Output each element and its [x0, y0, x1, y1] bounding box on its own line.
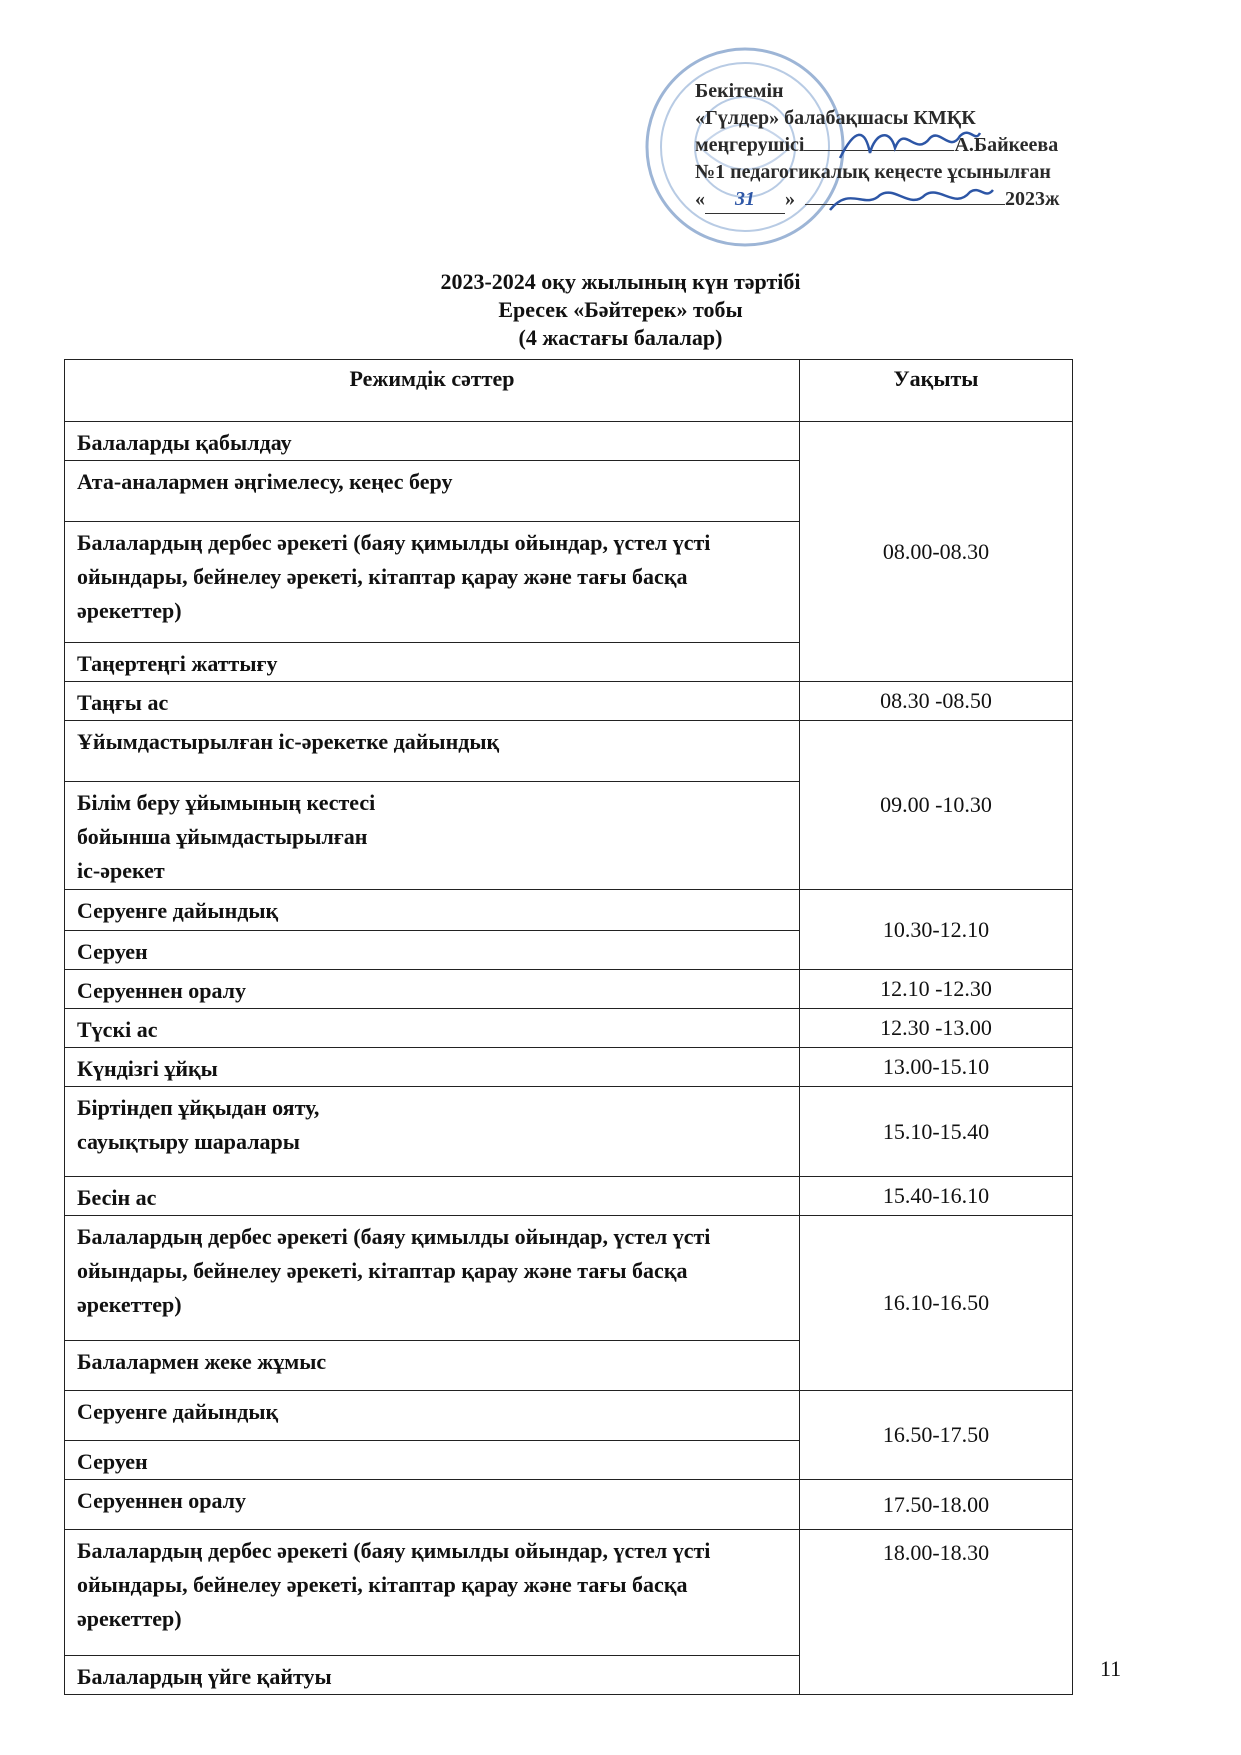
activity-cell: Балалардың дербес әрекеті (баяу қимылды ойындар, үстел үсті ойындары, бейнелеу әрекеті, кітаптар қарау және тағы басқа әрекеттер) [65, 1216, 800, 1341]
time-cell: 13.00-15.10 [800, 1048, 1073, 1087]
table-row [65, 422, 1073, 461]
activity-cell: Таңертеңгі жаттығу [65, 643, 800, 682]
time-cell: 17.50-18.00 [800, 1480, 1073, 1530]
title-line-3: (4 жастағы балалар) [518, 325, 723, 350]
time-cell: 12.10 -12.30 [800, 970, 1073, 1009]
time-cell: 15.10-15.40 [800, 1087, 1073, 1177]
approval-line-1: Бекітемін [695, 80, 784, 102]
table-header-row [65, 360, 1073, 422]
time-cell: 18.00-18.30 [800, 1530, 1073, 1695]
activity-cell: Серуенге дайындық [65, 890, 800, 931]
table-row [65, 890, 1073, 931]
title-line-1: 2023-2024 оқу жылының күн тәртібі [440, 269, 801, 294]
table-row [65, 721, 1073, 782]
approval-year: 2023ж [1005, 188, 1060, 210]
activity-cell: Серуен [65, 931, 800, 970]
approval-line-2: «Гүлдер» балабақшасы КМҚК [695, 107, 976, 129]
signature-2 [825, 180, 995, 220]
activity-cell: Балалардың үйге қайтуы [65, 1656, 800, 1695]
schedule-table [64, 359, 1073, 1695]
signature-1 [835, 118, 985, 168]
time-cell: 12.30 -13.00 [800, 1009, 1073, 1048]
header-activities: Режимдік сәттер [65, 360, 800, 422]
activity-cell: Таңғы ас [65, 682, 800, 721]
header-time: Уақыты [800, 360, 1073, 422]
approval-day: 31 [705, 186, 785, 214]
activity-cell: Серуеннен оралу [65, 970, 800, 1009]
time-cell: 08.30 -08.50 [800, 682, 1073, 721]
table-row [65, 682, 1073, 721]
activity-cell: Білім беру ұйымының кестесі бойынша ұйымдастырылған іс-әрекет [65, 782, 800, 890]
page-number: 11 [1100, 1656, 1122, 1681]
activity-cell: Ата-аналармен әңгімелесу, кеңес беру [65, 461, 800, 522]
approval-line-4: №1 педагогикалық кеңесте ұсынылған [695, 161, 1051, 183]
table-row [65, 1009, 1073, 1048]
table-row [65, 1216, 1073, 1341]
time-cell: 10.30-12.10 [800, 890, 1073, 970]
time-cell: 08.00-08.30 [800, 422, 1073, 682]
table-row [65, 1391, 1073, 1441]
activity-cell: Балаларды қабылдау [65, 422, 800, 461]
activity-cell: Серуен [65, 1441, 800, 1480]
activity-cell: Балалардың дербес әрекеті (баяу қимылды ойындар, үстел үсті ойындары, бейнелеу әрекеті, кітаптар қарау және тағы басқа әрекеттер) [65, 1530, 800, 1656]
table-row [65, 1048, 1073, 1087]
time-cell: 15.40-16.10 [800, 1177, 1073, 1216]
activity-cell: Серуеннен оралу [65, 1480, 800, 1530]
activity-cell: Бесін ас [65, 1177, 800, 1216]
activity-cell: Күндізгі ұйқы [65, 1048, 800, 1087]
table-row [65, 1530, 1073, 1656]
table-row [65, 970, 1073, 1009]
activity-cell: Ұйымдастырылған іс-әрекетке дайындық [65, 721, 800, 782]
table-row [65, 1087, 1073, 1177]
activity-cell: Балалармен жеке жұмыс [65, 1341, 800, 1391]
activity-cell: Серуенге дайындық [65, 1391, 800, 1441]
title-line-2: Ересек «Бәйтерек» тобы [498, 297, 743, 322]
table-row [65, 1480, 1073, 1530]
approval-line-5: « 31 » 2023ж [695, 186, 1175, 214]
activity-cell: Біртіндеп ұйқыдан ояту, сауықтыру шаралары [65, 1087, 800, 1177]
approval-position: меңгерушісі [695, 134, 805, 156]
time-cell: 16.50-17.50 [800, 1391, 1073, 1480]
activity-cell: Түскі ас [65, 1009, 800, 1048]
approval-name: А.Байкеева [954, 134, 1059, 156]
time-cell: 09.00 -10.30 [800, 721, 1073, 890]
activity-cell: Балалардың дербес әрекеті (баяу қимылды ойындар, үстел үсті ойындары, бейнелеу әрекеті, кітаптар қарау және тағы басқа әрекеттер) [65, 522, 800, 643]
time-cell: 16.10-16.50 [800, 1216, 1073, 1391]
document-title [0, 268, 1241, 352]
table-row [65, 1177, 1073, 1216]
